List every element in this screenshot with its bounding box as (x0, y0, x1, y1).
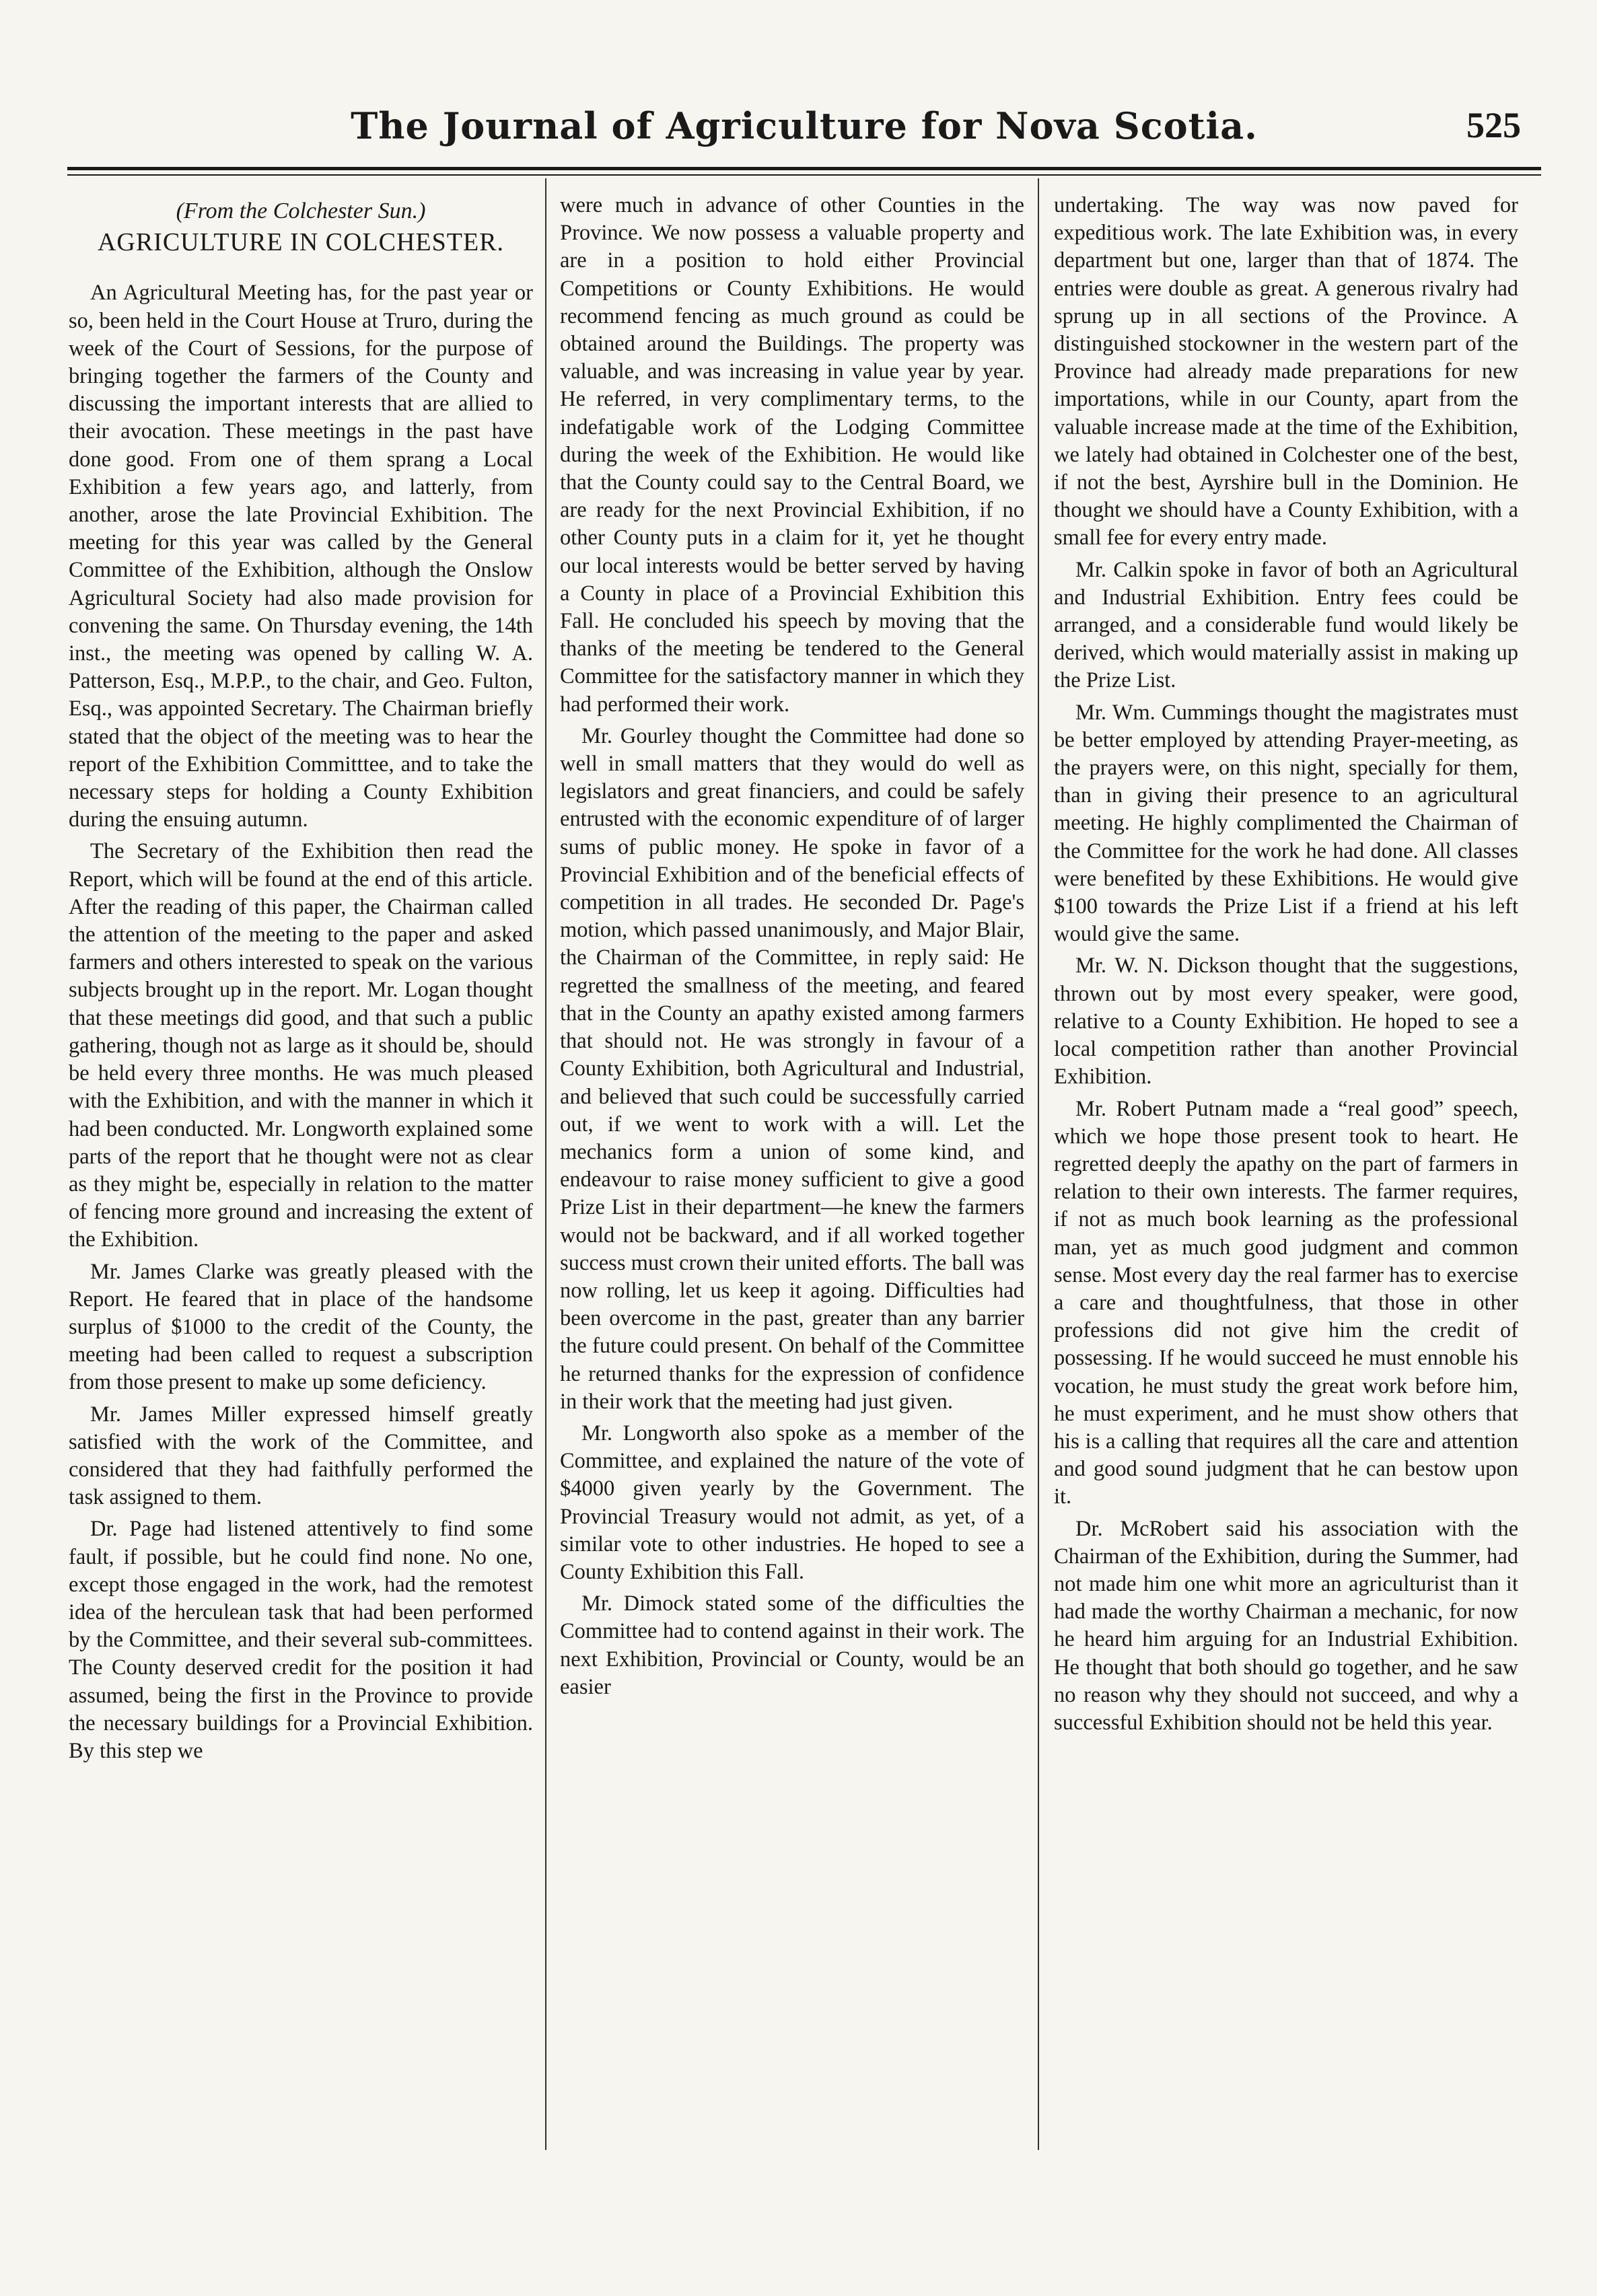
paragraph: undertaking. The way was now paved for expeditious work. The late Exhibition was, in every department but one, larger than that of 1874. The entries were double as great. A generous rivalry had sprung up in all sections of the Province. A distinguished stockowner in the western part of the Province had already made preparations for new importations, while in our County, apart from the valuable increase made at the time of the Exhibition, we lately had obtained in Colchester one of the best, if not the best, Ayrshire bull in the Dominion. He thought we should have a County Exhibition, with a small fee for every entry made. (1054, 193, 1518, 550)
column-3-text (1054, 192, 1518, 1737)
paragraph: Mr. Longworth also spoke as a member of the Committee, and explained the nature of the vote of $4000 given yearly by the Government. The Provincial Treasury would not admit, as yet, of a similar vote to other industries. He hoped to see a County Exhibition this Fall. (560, 1421, 1024, 1584)
article-title: AGRICULTURE IN COLCHESTER. (97, 228, 505, 257)
paragraph: Mr. Wm. Cummings thought the magistrates must be better employed by attending Prayer-meeting, as the prayers were, on this night, specially for them, than in giving their presence to an agricultural meeting. He highly complimented the Chairman of the Committee for the work he had done. All classes were benefited by these Exhibitions. He would give $100 towards the Prize List if a friend at his left would give the same. (1054, 700, 1518, 947)
paragraph: Mr. Dimock stated some of the difficulties the Committee had to contend against in their work. The next Exhibition, Provincial or County, would be an easier (560, 1591, 1024, 1699)
column-1-text (69, 279, 533, 1765)
paragraph: Mr. James Clarke was greatly pleased with the Report. He feared that in place of the handsome surplus of $1000 to the credit of the County, the meeting had been called to request a subscription from those present to make up some deficiency. (69, 1259, 533, 1395)
article-source: (From the Colchester Sun.) (176, 199, 426, 223)
column-3 (1054, 192, 1518, 2157)
paragraph: Mr. W. N. Dickson thought that the suggestions, thrown out by most every speaker, were good, relative to a County Exhibition. He hoped to see a local competition rather than another Provincial Exhibition. (1054, 954, 1518, 1089)
running-header (67, 101, 1541, 162)
column-divider-1 (545, 178, 546, 2150)
header-rule-thick (67, 167, 1541, 170)
paragraph: The Secretary of the Exhibition then read the Report, which will be found at the end of this article. After the reading of this paper, the Chairman called the attention of the meeting to the paper and asked farmers and others interested to speak on the various subjects brought up in the report. Mr. Logan thought that these meetings did good, and that such a public gathering, though not as large as it should be, should be held every three months. He was much pleased with the Exhibition, and with the manner in which it had been conducted. Mr. Longworth explained some parts of the report that he thought were not as clear as they might be, especially in relation to the matter of fencing more ground and increasing the extent of the Exhibition. (69, 839, 533, 1252)
paragraph: Mr. Gourley thought the Committee had done so well in small matters that they would do well as legislators and great financiers, and could be safely entrusted with the economic expenditure of of larger sums of public money. He spoke in favor of a Provincial Exhibition and of the beneficial effects of competition in all trades. He seconded Dr. Page's motion, which passed unanimously, and Major Blair, the Chairman of the Committee, in reply said: He regretted the smallness of the meeting, and feared that in the County an apathy existed among farmers that should not. He was strongly in favour of a County Exhibition, both Agricultural and Industrial, and believed that such could be successfully carried out, if we went to work with a will. Let the mechanics form a union of some kind, and endeavour to raise money sufficient to give a good Prize List in their department—he knew the farmers would not be backward, and if all worked together success must crown their united efforts. The ball was now rolling, let us keep it agoing. Difficulties had been overcome in the past, greater than any barrier the future could present. On behalf of the Committee he returned thanks for the expression of confidence in their work that the meeting had just given. (560, 723, 1024, 1414)
column-divider-2 (1038, 178, 1039, 2150)
column-2-text (560, 192, 1024, 1701)
journal-title: The Journal of Agriculture for Nova Scotia. (351, 104, 1258, 147)
paragraph: were much in advance of other Counties in the Province. We now possess a valuable property and are in a position to hold either Provincial Competitions or County Exhibitions. He would recommend fencing as much ground as could be obtained around the Buildings. The property was valuable, and was increasing in value year by year. He referred, in very complimentary terms, to the indefatigable work of the Lodging Committee during the week of the Exhibition. He would like that the County could say to the Central Board, we are ready for the next Provincial Exhibition, if no other County puts in a claim for it, yet he thought our local interests would be better served by having a County in place of a Provincial Exhibition this Fall. He concluded his speech by moving that the thanks of the meeting be tendered to the General Committee for the satisfactory manner in which they had performed their work. (560, 193, 1024, 717)
paragraph: Mr. James Miller expressed himself greatly satisfied with the work of the Committee, and considered that they had faithfully performed the task assigned to them. (69, 1402, 533, 1510)
paragraph: An Agricultural Meeting has, for the past year or so, been held in the Court House at Truro, during the week of the Court of Sessions, for the purpose of bringing together the farmers of the County and discussing the important interests that are allied to their avocation. These meetings in the past have done good. From one of them sprang a Local Exhibition a few years ago, and latterly, from another, arose the late Provincial Exhibition. The meeting for this year was called by the General Committee of the Exhibition, although the Onslow Agricultural Society had also made provision for convening the same. On Thursday evening, the 14th inst., the meeting was opened by calling W. A. Patterson, Esq., M.P.P., to the chair, and Geo. Fulton, Esq., was appointed Secretary. The Chairman briefly stated that the object of the meeting was to hear the report of the Exhibition Committtee, and to take the necessary steps for holding a County Exhibition during the ensuing autumn. (69, 281, 533, 832)
column-2 (560, 192, 1024, 2157)
column-1 (69, 192, 533, 2157)
paragraph: Mr. Calkin spoke in favor of both an Agricultural and Industrial Exhibition. Entry fees could be arranged, and a considerable fund would likely be derived, which would materially assist in making up the Prize List. (1054, 557, 1518, 693)
paragraph: Mr. Robert Putnam made a “real good” speech, which we hope those present took to heart. He regretted deeply the apathy on the part of farmers in relation to their own interests. The farmer requires, if not as much book learning as the professional man, yet as much good judgment and common sense. Most every day the real farmer has to exercise a care and thoughtfulness, that those in other professions did not give him the credit of possessing. If he would succeed he must ennoble his vocation, he must study the great work before him, he must experiment, and he must show others that his is a calling that requires all the care and attention and good sound judgment that he can bestow upon it. (1054, 1096, 1518, 1509)
paragraph: Dr. Page had listened attentively to find some fault, if possible, but he could find none. No one, except those engaged in the work, had the remotest idea of the herculean task that had been performed by the Committee, and their several sub-committees. The County deserved credit for the position it had assumed, being the first in the Province to provide the necessary buildings for a Provincial Exhibition. By this step we (69, 1517, 533, 1763)
paragraph: Dr. McRobert said his association with the Chairman of the Exhibition, during the Summer, had not made him one whit more an agriculturist than it had made the worthy Chairman a mechanic, for now he heard him arguing for an Industrial Exhibition. He thought that both should go together, and he saw no reason why they should not succeed, and why a successful Exhibition should not be held this year. (1054, 1516, 1518, 1735)
header-rule-thin (67, 174, 1541, 176)
page-number: 525 (1466, 105, 1521, 145)
